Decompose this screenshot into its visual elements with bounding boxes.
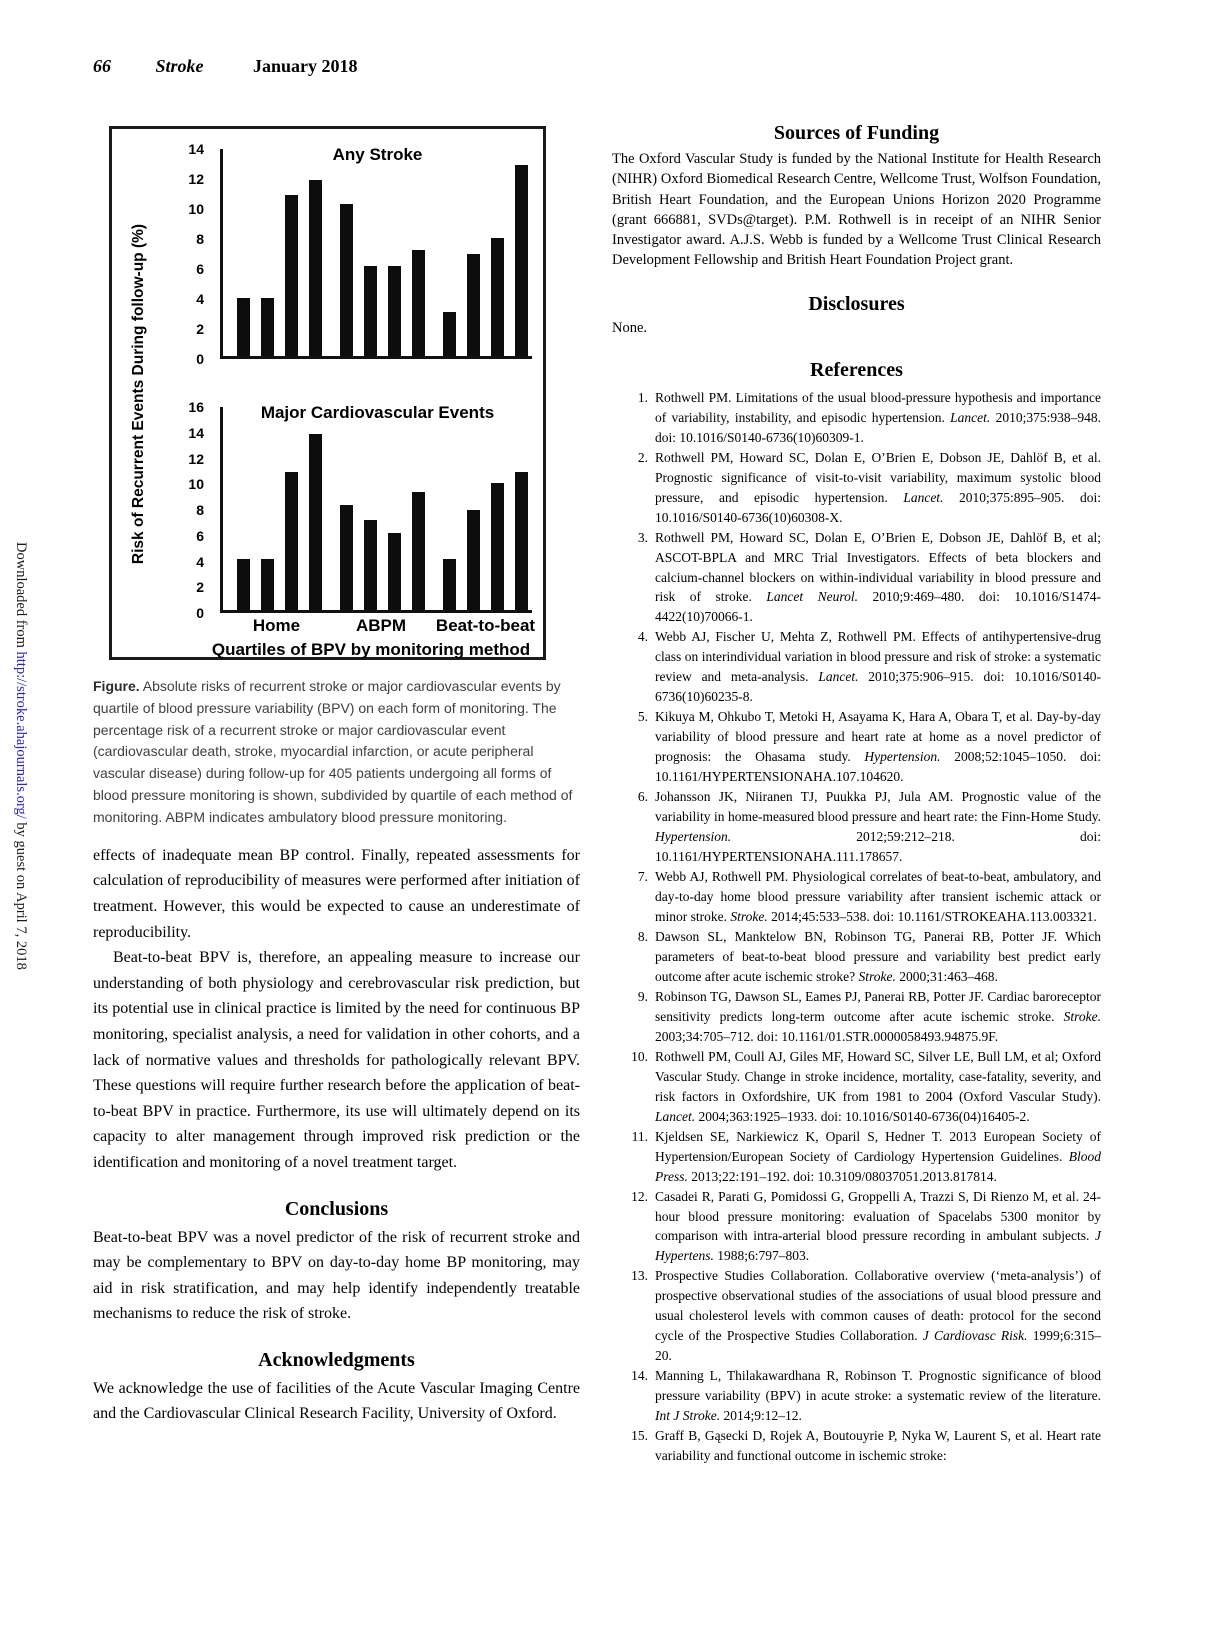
reference-text: Rothwell PM, Howard SC, Dolan E, O’Brien E, Dobson JE, Dahlöf B, et al. Prognostic significance of visit-to-visit variability, maximum systolic blood pressure, and episodic hypertension. Lancet. 2010;375:895–905. doi: 10.1016/S0140-6736(10)60308-X.: [655, 449, 1101, 525]
reference-text: Rothwell PM, Howard SC, Dolan E, O’Brien E, Dobson JE, Dahlöf B, et al; ASCOT-BPLA and MRC Trial Investigators. Effects of beta blockers and calcium-channel blockers on within-individual variability in blood pressure and risk of stroke. Lancet Neurol. 2010;9:469–480. doi: 10.1016/S1474-4422(10)70066-1.: [655, 529, 1101, 625]
acknowledgments-heading: Acknowledgments: [258, 1348, 415, 1371]
bar: [261, 298, 274, 356]
journal-name: Stroke: [155, 56, 204, 76]
figure-caption-lead: Figure.: [93, 678, 140, 694]
reference-text: Manning L, Thilakawardhana R, Robinson T. Prognostic significance of blood pressure variability (BPV) in acute stroke: a systematic review of the literature. Int J Stroke. 2014;9:12–12.: [655, 1368, 1101, 1424]
disclosures-text: None.: [612, 319, 648, 336]
reference-item: [622, 1127, 1101, 1187]
bar: [412, 492, 425, 610]
reference-text: Graff B, Gąsecki D, Rojek A, Boutouyrie P, Nyka W, Laurent S, et al. Heart rate variability and functional outcome in ischemic stroke:: [655, 1428, 1101, 1464]
bar-group: [237, 149, 322, 356]
y-axis-ticks: [174, 141, 212, 367]
reference-number: 12.: [631, 1188, 648, 1204]
reference-item: [622, 867, 1101, 927]
bar: [285, 195, 298, 356]
y-tick-label: 0: [196, 605, 204, 621]
reference-text: Kikuya M, Ohkubo T, Metoki H, Asayama K, Hara A, Obara T, et al. Day-by-day variability of blood pressure and heart rate at home as a novel predictor of prognosis: the Ohasama study. Hypertension. 2008;52:1045–1050. doi: 10.1161/HYPERTENSIONAHA.107.104620.: [655, 709, 1101, 785]
plot-area: [220, 145, 532, 359]
reference-item: [622, 1426, 1101, 1466]
reference-item: [622, 388, 1101, 448]
reference-item: [622, 1047, 1101, 1127]
conclusions-paragraph: Beat-to-beat BPV was a novel predictor of the risk of recurrent stroke and may be complementary to BPV on day-to-day home BP monitoring, may aid in risk stratification, and may help identify independently treatable mechanisms to reduce the risk of stroke.: [93, 1228, 580, 1323]
reference-text: Prospective Studies Collaboration. Collaborative overview (‘meta-analysis’) of prospective observational studies of the associations of usual blood pressure and usual cholesterol levels with common causes of death: protocol for the second cycle of the Prospective Studies Collaboration. J Cardiovasc Risk. 1999;6:315–20.: [655, 1268, 1101, 1364]
plot-area: [220, 403, 532, 613]
download-notice: [12, 542, 29, 970]
reference-number: 15.: [631, 1428, 648, 1444]
bar-groups: [237, 407, 528, 610]
bar-group: [340, 149, 425, 356]
reference-item: [622, 528, 1101, 628]
y-tick-label: 2: [196, 579, 204, 596]
reference-number: 3.: [637, 529, 648, 545]
bar: [340, 204, 353, 356]
bar: [491, 238, 504, 356]
y-tick-label: 12: [188, 450, 204, 467]
figure-caption: [93, 676, 580, 829]
page-number: 66: [93, 56, 111, 76]
bar: [515, 472, 528, 610]
y-tick-label: 6: [196, 261, 204, 277]
reference-number: 8.: [637, 928, 648, 944]
x-category-label: ABPM: [355, 616, 407, 635]
bar: [309, 180, 322, 356]
bar: [467, 254, 480, 356]
x-category-label: Beat-to-beat: [435, 616, 536, 635]
reference-item: [622, 1266, 1101, 1366]
reference-number: 6.: [637, 789, 648, 805]
body-text: [93, 843, 580, 1427]
disclosures-heading: Disclosures: [808, 292, 905, 315]
y-axis-label: Risk of Recurrent Events During follow-up (%): [130, 223, 147, 565]
figure: [109, 126, 546, 660]
reference-item: [622, 627, 1101, 707]
left-column: [93, 126, 580, 1427]
bar: [515, 165, 528, 356]
reference-item: [622, 1187, 1101, 1267]
bar-group: [443, 407, 528, 610]
y-tick-label: 14: [188, 424, 204, 441]
issue-date: January 2018: [253, 56, 358, 76]
reference-text: Dawson SL, Manktelow BN, Robinson TG, Panerai RB, Potter JF. Which parameters of beat-to-beat blood pressure and variability best predict early outcome after acute ischemic stroke? Stroke. 2000;31:463–468.: [655, 928, 1101, 984]
y-tick-label: 4: [196, 553, 204, 570]
bar: [261, 559, 274, 610]
y-tick-label: 8: [196, 502, 204, 518]
x-axis-category-labels: [234, 616, 536, 636]
journal-url-link[interactable]: http://stroke.ahajournals.org/: [13, 651, 29, 819]
y-tick-label: 4: [196, 291, 204, 307]
y-axis-ticks: [174, 399, 212, 621]
bar-group: [443, 149, 528, 356]
funding-paragraph: The Oxford Vascular Study is funded by the National Institute for Health Research (NIHR) Oxford Biomedical Research Centre, Wellcome Trust, Wolfson Foundation, British Heart Foundation, and the European Unions Horizon 2020 Programme (grant 666881, SVDs@target). P.M. Rothwell is in receipt of an NIHR Senior Investigator award. A.J.S. Webb is funded by a Wellcome Trust Clinical Research Development Fellowship and British Heart Foundation Project grant.: [612, 151, 1101, 269]
y-tick-label: 10: [188, 476, 204, 493]
reference-number: 1.: [637, 389, 648, 405]
references-list: [612, 388, 1101, 1466]
y-tick-label: 2: [196, 321, 204, 337]
y-tick-label: 14: [188, 141, 204, 157]
reference-number: 7.: [637, 869, 648, 885]
bar: [364, 266, 377, 356]
bar: [443, 312, 456, 356]
download-notice-prefix: Downloaded from: [13, 542, 29, 652]
reference-text: Rothwell PM. Limitations of the usual blood-pressure hypothesis and importance of variability, instability, and episodic hypertension. Lancet. 2010;375:938–948. doi: 10.1016/S0140-6736(10)60309-1.: [655, 389, 1101, 445]
reference-number: 10.: [631, 1048, 648, 1064]
reference-text: Webb AJ, Rothwell PM. Physiological correlates of beat-to-beat, ambulatory, and day-to-day home blood pressure variability after transient ischemic attack or minor stroke. Stroke. 2014;45:533–538. doi: 10.1161/STROKEAHA.113.003321.: [655, 869, 1101, 924]
bar: [364, 520, 377, 610]
reference-number: 13.: [631, 1268, 648, 1284]
bar: [491, 483, 504, 610]
reference-text: Casadei R, Parati G, Pomidossi G, Groppelli A, Trazzi S, Di Rienzo M, et al. 24-hour blood pressure monitoring: evaluation of Spacelabs 5300 monitor by comparison with intra-arterial blood pressure recording in ambulant subjects. J Hypertens. 1988;6:797–803.: [655, 1188, 1101, 1264]
bar-group: [340, 407, 425, 610]
bar: [412, 250, 425, 356]
figure-caption-text: Absolute risks of recurrent stroke or major cardiovascular events by quartile of blood pressure variability (BPV) on each form of monitoring. The percentage risk of a recurrent stroke or major cardiovascular event (cardiovascular death, stroke, myocardial infarction, or acute peripheral vascular disease) during follow-up for 405 patients undergoing all forms of blood pressure monitoring is shown, subdivided by quartile of each method of monitoring. ABPM indicates ambulatory blood pressure monitoring.: [93, 678, 573, 825]
reference-item: [622, 987, 1101, 1047]
reference-text: Johansson JK, Niiranen TJ, Puukka PJ, Jula AM. Prognostic value of the variability in home-measured blood pressure and heart rate: the Finn-Home Study. Hypertension. 2012;59:212–218. doi: 10.1161/HYPERTENSIONAHA.111.178657.: [655, 789, 1101, 865]
conclusions-heading: Conclusions: [284, 1197, 389, 1220]
reference-number: 14.: [631, 1368, 648, 1384]
reference-number: 2.: [637, 449, 648, 465]
y-tick-label: 12: [188, 171, 204, 187]
bar: [388, 266, 401, 356]
reference-number: 4.: [637, 629, 648, 645]
bar: [467, 510, 480, 610]
references-heading: References: [810, 358, 903, 381]
paragraph: effects of inadequate mean BP control. Finally, repeated assessments for calculation of reproducibility of measures were performed after initiation of treatment. However, this would be expected to cause an underestimate of reproducibility.: [93, 846, 580, 941]
bar-groups: [237, 149, 528, 356]
y-tick-label: 16: [188, 399, 204, 415]
bar: [237, 559, 250, 610]
bar: [443, 559, 456, 610]
chart-any-stroke: [188, 141, 532, 367]
bar: [237, 298, 250, 356]
paragraph: Beat-to-beat BPV is, therefore, an appealing measure to increase our understanding of both physiology and cerebrovascular risk prediction, but its potential use in clinical practice is limited by the need for continuous BP monitoring, specialist analysis, a need for validation in other cohorts, and a lack of normative values and thresholds for pathologically relevant BPV. These questions will require further research before the application of beat-to-beat BPV in practice. Furthermore, its use will ultimately depend on its capacity to alter management through improved risk prediction or the identification and monitoring of a novel treatment target.: [93, 949, 580, 1171]
chart-title: Any Stroke: [332, 145, 423, 164]
reference-number: 5.: [637, 709, 648, 725]
reference-text: Rothwell PM, Coull AJ, Giles MF, Howard SC, Silver LE, Bull LM, et al; Oxford Vascular Study. Change in stroke incidence, mortality, case-fatality, severity, and risk factors in Oxfordshire, UK from 1981 to 2004 (Oxford Vascular Study). Lancet. 2004;363:1925–1933. doi: 10.1016/S0140-6736(04)16405-2.: [655, 1048, 1101, 1124]
funding-heading: Sources of Funding: [773, 122, 940, 144]
reference-item: [622, 927, 1101, 987]
reference-number: 9.: [637, 988, 648, 1004]
bar: [340, 505, 353, 610]
chart-title: Major Cardiovascular Events: [260, 403, 495, 422]
reference-text: Robinson TG, Dawson SL, Eames PJ, Panerai RB, Potter JF. Cardiac baroreceptor sensitivity predicts long-term outcome after acute ischemic stroke. Stroke. 2003;34:705–712. doi: 10.1161/01.STR.0000058493.94875.9F.: [655, 988, 1101, 1044]
bar: [285, 472, 298, 610]
reference-text: Kjeldsen SE, Narkiewicz K, Oparil S, Hedner T. 2013 European Society of Hypertension/European Society of Cardiology Hypertension Guidelines. Blood Press. 2013;22:191–192. doi: 10.3109/08037051.2013.817814.: [655, 1128, 1101, 1184]
bar-group: [237, 407, 322, 610]
reference-item: [622, 1366, 1101, 1426]
download-notice-suffix: by guest on April 7, 2018: [13, 818, 29, 970]
chart-major-cardiovascular-events: [188, 399, 536, 659]
reference-item: [622, 448, 1101, 528]
y-tick-label: 8: [196, 231, 204, 247]
reference-item: [622, 787, 1101, 867]
reference-text: Webb AJ, Fischer U, Mehta Z, Rothwell PM. Effects of antihypertensive-drug class on interindividual variation in blood pressure and risk of stroke: a systematic review and meta-analysis. Lancet. 2010;375:906–915. doi: 10.1016/S0140-6736(10)60235-8.: [655, 629, 1101, 705]
acknowledgments-paragraph: We acknowledge the use of facilities of the Acute Vascular Imaging Centre and the Cardiovascular Clinical Research Facility, University of Oxford.: [93, 1379, 580, 1423]
reference-item: [622, 707, 1101, 787]
reference-number: 11.: [631, 1128, 648, 1144]
y-tick-label: 6: [196, 527, 204, 544]
page-header: [93, 56, 358, 77]
bar: [309, 434, 322, 610]
y-tick-label: 0: [196, 351, 204, 367]
x-category-label: Home: [252, 616, 301, 635]
x-axis-label: Quartiles of BPV by monitoring method: [211, 640, 531, 659]
y-tick-label: 10: [188, 201, 204, 217]
bar: [388, 533, 401, 610]
right-column: [612, 122, 1101, 1466]
